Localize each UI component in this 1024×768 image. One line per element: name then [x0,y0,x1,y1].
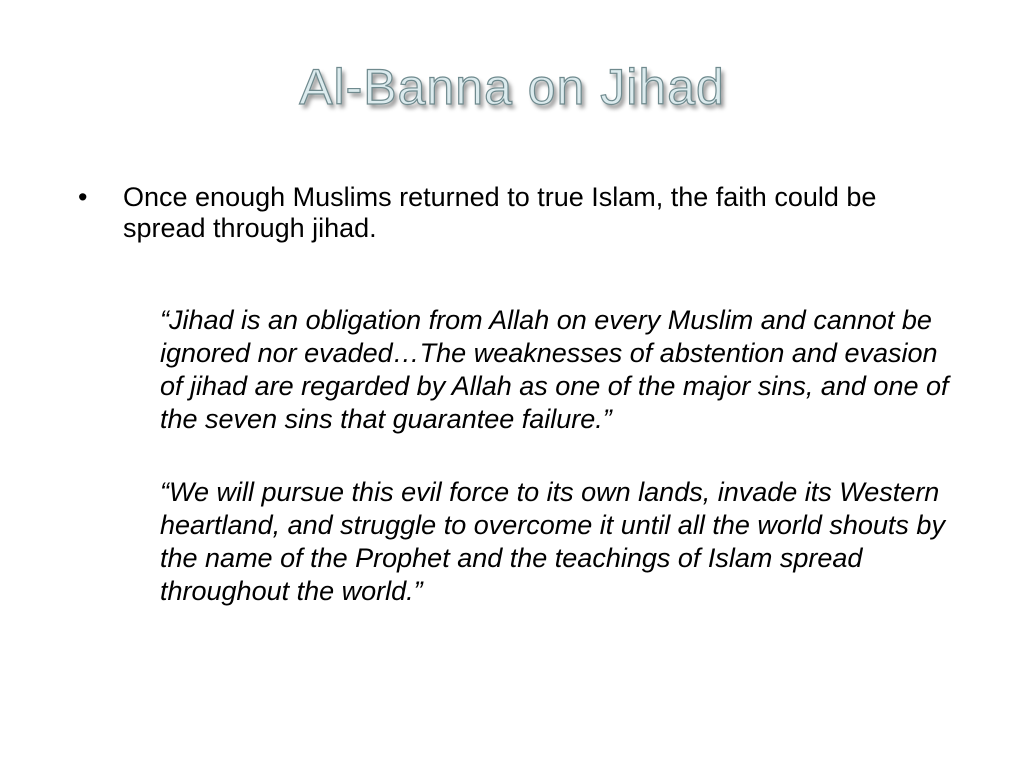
quote-pursue: “We will pursue this evil force to its own lands, invade its Western heartland, and struggle to overcome it until all the world shouts by the name of the Prophet and the teachings of Islam spread throughout the world.” [160,477,945,606]
bullet-point-icon: • [78,182,88,212]
slide-title: Al-Banna on Jihad [299,59,725,115]
slide-body [78,182,958,635]
quote-obligation: “Jihad is an obligation from Allah on every Muslim and cannot be ignored nor evaded…The weaknesses of abstention and evasion of jihad are regarded by Allah as one of the major sins, and one of the seven sins that guarantee failure.” [160,305,949,434]
bullet-item [78,182,958,244]
bullet-text: Once enough Muslims returned to true Islam, the faith could be spread through jihad. [123,182,877,243]
